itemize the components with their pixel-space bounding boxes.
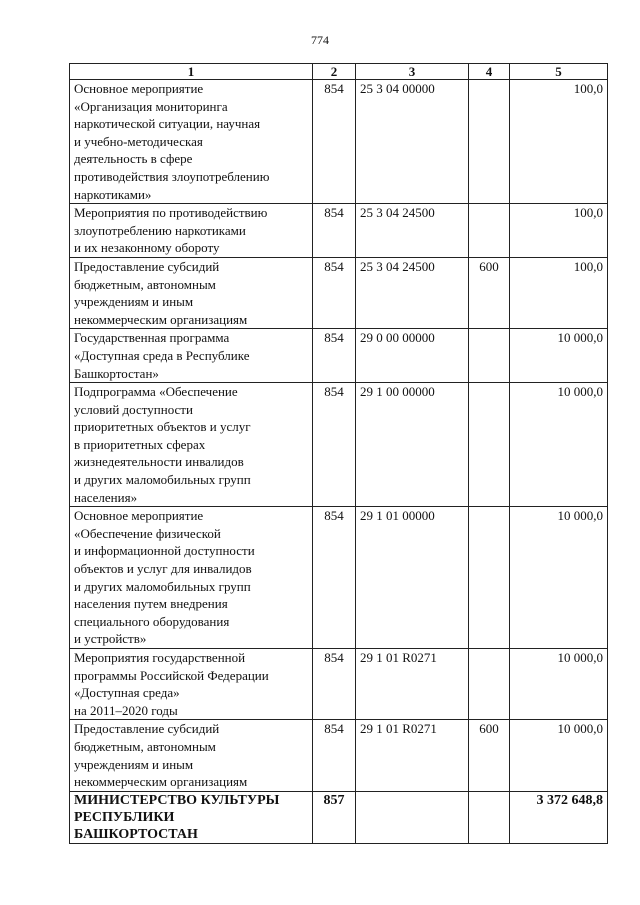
- row-name-cell: Государственная программа «Доступная среда в Республике Башкортостан»: [70, 329, 313, 383]
- row-kvr-cell: [469, 791, 510, 843]
- row-csr-cell: 25 3 04 24500: [356, 257, 469, 328]
- row-kvr-cell: 600: [469, 257, 510, 328]
- row-amount-cell: 10 000,0: [510, 507, 608, 649]
- row-csr-cell: 25 3 04 24500: [356, 204, 469, 258]
- row-amount-cell: 10 000,0: [510, 329, 608, 383]
- table-row: [70, 791, 608, 843]
- header-col-2: 2: [313, 64, 356, 80]
- budget-table: [69, 63, 608, 844]
- table-row: [70, 649, 608, 720]
- table-row: [70, 720, 608, 791]
- row-csr-cell: 29 1 01 R0271: [356, 720, 469, 791]
- row-kvr-cell: [469, 329, 510, 383]
- row-kvr-cell: [469, 80, 510, 204]
- table-row: [70, 80, 608, 204]
- row-ved-cell: 854: [313, 649, 356, 720]
- row-name-cell: Подпрограмма «Обеспечение условий доступности приоритетных объектов и услуг в приоритетных сферах жизнедеятельности инвалидов и других маломобильных групп населения»: [70, 383, 313, 507]
- table-row: [70, 257, 608, 328]
- row-name-cell: Основное мероприятие «Организация мониторинга наркотической ситуации, научная и учебно-методическая деятельность в сфере противодействия злоупотреблению наркотиками»: [70, 80, 313, 204]
- row-ved-cell: 854: [313, 720, 356, 791]
- row-csr-cell: [356, 791, 469, 843]
- row-ved-cell: 854: [313, 204, 356, 258]
- row-ved-cell: 854: [313, 257, 356, 328]
- table-row: [70, 507, 608, 649]
- row-name-cell: Мероприятия по противодействию злоупотреблению наркотиками и их незаконному обороту: [70, 204, 313, 258]
- row-ved-cell: 854: [313, 507, 356, 649]
- row-kvr-cell: 600: [469, 720, 510, 791]
- table-body: [70, 80, 608, 844]
- row-kvr-cell: [469, 204, 510, 258]
- row-amount-cell: 10 000,0: [510, 383, 608, 507]
- row-amount-cell: 10 000,0: [510, 720, 608, 791]
- row-csr-cell: 29 0 00 00000: [356, 329, 469, 383]
- row-kvr-cell: [469, 507, 510, 649]
- row-ved-cell: 854: [313, 329, 356, 383]
- row-name-cell: Предоставление субсидий бюджетным, автономным учреждениям и иным некоммерческим организациям: [70, 720, 313, 791]
- row-name-cell: МИНИСТЕРСТВО КУЛЬТУРЫ РЕСПУБЛИКИ БАШКОРТОСТАН: [70, 791, 313, 843]
- row-ved-cell: 857: [313, 791, 356, 843]
- row-amount-cell: 3 372 648,8: [510, 791, 608, 843]
- header-col-3: 3: [356, 64, 469, 80]
- row-kvr-cell: [469, 383, 510, 507]
- header-col-5: 5: [510, 64, 608, 80]
- row-name-cell: Мероприятия государственной программы Российской Федерации «Доступная среда» на 2011–2020 годы: [70, 649, 313, 720]
- row-amount-cell: 10 000,0: [510, 649, 608, 720]
- header-col-1: 1: [70, 64, 313, 80]
- table-row: [70, 383, 608, 507]
- row-name-cell: Предоставление субсидий бюджетным, автономным учреждениям и иным некоммерческим организациям: [70, 257, 313, 328]
- row-ved-cell: 854: [313, 80, 356, 204]
- header-row: [70, 64, 608, 80]
- row-amount-cell: 100,0: [510, 257, 608, 328]
- row-amount-cell: 100,0: [510, 80, 608, 204]
- row-csr-cell: 29 1 01 00000: [356, 507, 469, 649]
- row-csr-cell: 25 3 04 00000: [356, 80, 469, 204]
- row-name-cell: Основное мероприятие «Обеспечение физической и информационной доступности объектов и услуг для инвалидов и других маломобильных групп населения путем внедрения специального оборудования и устройств»: [70, 507, 313, 649]
- header-col-4: 4: [469, 64, 510, 80]
- row-amount-cell: 100,0: [510, 204, 608, 258]
- row-kvr-cell: [469, 649, 510, 720]
- table-row: [70, 329, 608, 383]
- row-csr-cell: 29 1 01 R0271: [356, 649, 469, 720]
- row-csr-cell: 29 1 00 00000: [356, 383, 469, 507]
- table-row: [70, 204, 608, 258]
- page-number: 774: [311, 33, 329, 47]
- row-ved-cell: 854: [313, 383, 356, 507]
